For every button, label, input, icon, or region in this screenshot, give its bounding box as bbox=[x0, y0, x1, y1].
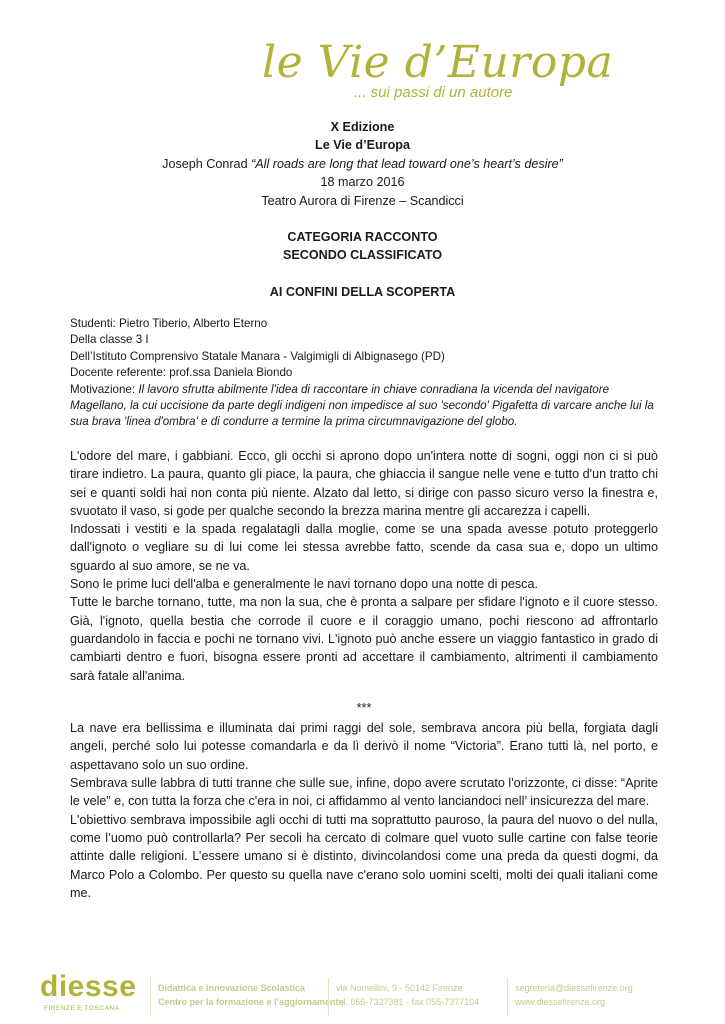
diesse-logo-subtitle: FIRENZE E TOSCANA bbox=[44, 1005, 120, 1012]
footer-website[interactable]: www.diessefirenze.org bbox=[515, 997, 606, 1007]
teacher: Docente referente: prof.ssa Daniela Biondo bbox=[70, 366, 293, 380]
page-footer bbox=[0, 970, 725, 1024]
motivation bbox=[70, 382, 660, 431]
motivation-text: Il lavoro sfrutta abilmente l'idea di raccontare in chiave conradiana la vicenda del navigatore Magellano, la cui uccisione da parte degli indigeni non impedisce al suo 'secondo' Pigafetta di varcare anche lui la sua brava 'linea d'ombra' e di condurre a termine la prima circumnavigazione del globo. bbox=[70, 382, 654, 429]
footer-divider bbox=[507, 978, 508, 1016]
paragraph: Sono le prime luci dell'alba e generalmente le navi tornano dopo una notte di pesca. bbox=[70, 577, 538, 592]
section-separator: *** bbox=[356, 700, 372, 715]
document-header bbox=[60, 118, 665, 301]
logo-subtitle: ... sui passi di un autore bbox=[354, 84, 513, 101]
school: Dell’Istituto Comprensivo Statale Manara - Valgimigli di Albignasego (PD) bbox=[70, 349, 445, 363]
students: Studenti: Pietro Tiberio, Alberto Eterno bbox=[70, 317, 268, 330]
event-name: Le Vie d’Europa bbox=[315, 138, 410, 153]
paragraph: Tutte le barche tornano, tutte, ma non la sua, che è pronta a salpare per sfidare l'ignoto e il cuore stesso. Già, l'ignoto, quella bestia che corrode il cuore e il coraggio umano, pochi riescono ad affrontarlo guardandolo in faccia e pochi ne tornano vivi. L'ignoto può anche essere un viaggio fantastico in grado di cambiarti dentro e fuori, bisogna essere pronti ad accettare il cambiamento, altrimenti il cambiamento sarà fatale all'anima. bbox=[70, 595, 658, 683]
event-venue: Teatro Aurora di Firenze – Scandicci bbox=[261, 193, 464, 208]
footer-line: Didattica e Innovazione Scolastica bbox=[158, 983, 306, 993]
author: Joseph Conrad bbox=[162, 156, 252, 171]
paragraph: L'odore del mare, i gabbiani. Ecco, gli occhi si aprono dopo un'intera notte di sogni, oggi non ci si può tirare indietro. La paura, quanto gli piace, la paura, che ghiaccia il sangue nelle vene e tutto d'un tratto chi sei e quanti soldi hai non conta più niente. Alzato dal letto, si dirige con passo sicuro verso la finestra e, svuotato il vaso, si gode per qualche secondo la brezza marina mentre gli accarezza i capelli. bbox=[70, 449, 658, 518]
footer-line: Centro per la formazione e l’aggiornamento bbox=[158, 997, 345, 1007]
author-quote-line bbox=[60, 155, 665, 173]
paragraph: L'obiettivo sembrava impossibile agli occhi di tutti ma soprattutto pauroso, la paura del nuovo o del nulla, come l’uomo può controllarla? Per secoli ha cercato di colmare quel vuoto sulle cartine con false teorie attinte dalle religioni. L’essere umano si è distinto, divincolandosi come una preda da questi dogmi, da Marco Polo a Colombo. Per questo su quella nave c'erano solo uomini scelti, molti dei quali italiani come me. bbox=[70, 812, 658, 900]
class: Della classe 3 I bbox=[70, 333, 149, 347]
quote: “All roads are long that lead toward one’s heart’s desire” bbox=[251, 156, 563, 171]
story-body bbox=[70, 447, 658, 902]
rank: SECONDO CLASSIFICATO bbox=[282, 248, 443, 263]
footer-email[interactable]: segreteria@diessefirenze.org bbox=[515, 983, 633, 993]
edition: X Edizione bbox=[330, 120, 395, 134]
paragraph: Sembrava sulle labbra di tutti tranne che sulle sue, infine, dopo avere scrutato l'orizzonte, ci disse: “Aprite le vele” e, con tutta la forza che c'era in noi, ci affidammo al vento lanciandoci nell’ insicurezza del mare. bbox=[70, 776, 658, 809]
story-title: AI CONFINI DELLA SCOPERTA bbox=[269, 284, 456, 299]
footer-contacts bbox=[515, 981, 633, 1009]
footer-line: tel. 055-7327381 - fax 055-7377104 bbox=[336, 997, 480, 1007]
submission-info bbox=[70, 316, 660, 431]
footer-divider bbox=[150, 978, 151, 1016]
footer-organization bbox=[158, 981, 344, 1009]
footer-line: via Nomellini, 9 - 50142 Firenze bbox=[336, 983, 463, 993]
footer-address bbox=[336, 981, 479, 1009]
paragraph: Indossati i vestiti e la spada regalatagli dalla moglie, come se una spada avesse potuto proteggerlo dall'ignoto o vegliare su di lui come lei stessa avrebbe fatto, scende da casa sua e, dopo un ultimo sguardo al suo amore, se ne va. bbox=[70, 522, 658, 573]
diesse-logo: diesse bbox=[40, 970, 137, 1003]
paragraph: La nave era bellissima e illuminata dai primi raggi del sole, sembrava ancora più bella, forgiata dagli angeli, perché solo lui potesse comandarla e da lì derivò il nome “Victoria”. Erano tutti là, nel porto, e aspettavano solo un suo ordine. bbox=[70, 721, 658, 772]
event-logo bbox=[262, 37, 614, 108]
footer-divider bbox=[328, 978, 329, 1016]
event-date: 18 marzo 2016 bbox=[320, 175, 405, 190]
category: CATEGORIA RACCONTO bbox=[287, 230, 438, 245]
motivation-label: Motivazione: bbox=[70, 382, 139, 396]
logo-title: le Vie d’Europa bbox=[262, 37, 614, 88]
